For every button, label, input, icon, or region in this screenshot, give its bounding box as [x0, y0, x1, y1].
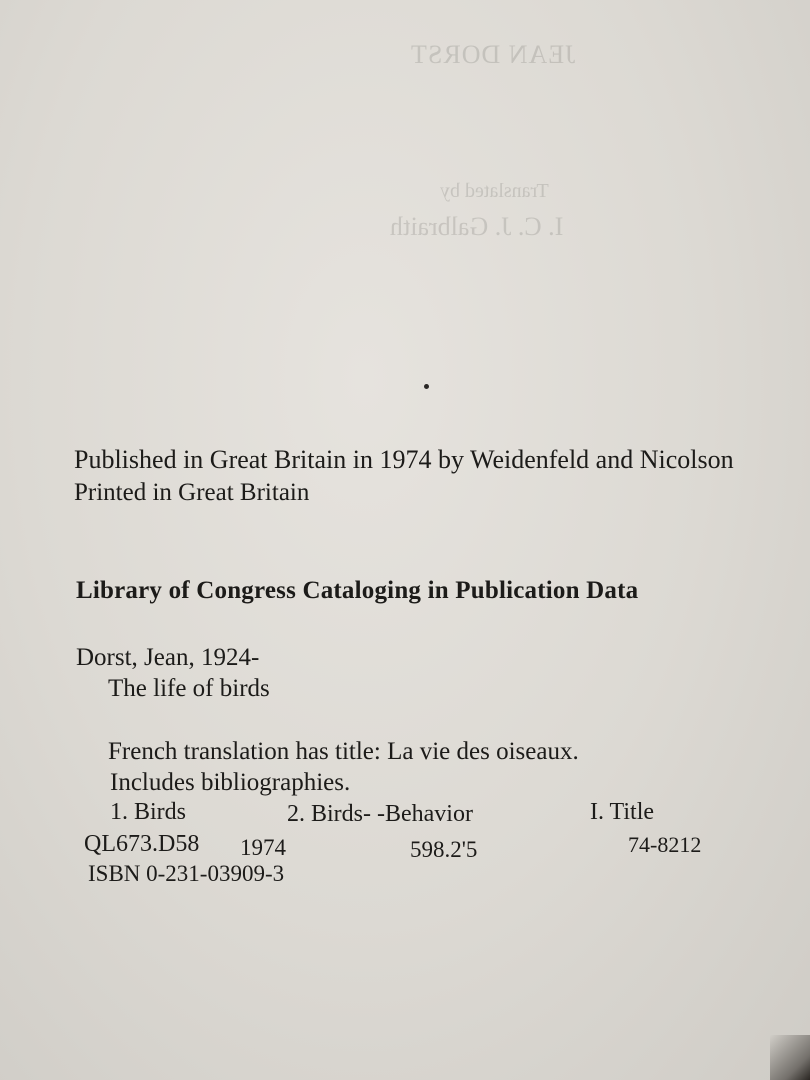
cip-note-bibliographies: Includes bibliographies.	[110, 769, 351, 796]
cip-note-translation: French translation has title: La vie des oiseaux.	[108, 738, 579, 765]
printed-statement: Printed in Great Britain	[74, 479, 310, 506]
cip-subject-1: 1. Birds	[110, 799, 187, 825]
cip-dewey: 598.2'5	[410, 837, 478, 862]
cip-subject-3: I. Title	[590, 799, 655, 825]
page-corner-shadow	[770, 1035, 810, 1080]
cip-lccn: 74-8212	[628, 832, 702, 857]
cip-subject-2: 2. Birds- -Behavior	[287, 801, 473, 827]
cip-title: The life of birds	[108, 675, 270, 702]
cip-isbn: ISBN 0-231-03909-3	[88, 861, 285, 886]
cip-author: Dorst, Jean, 1924-	[76, 644, 260, 671]
printer-dot	[424, 384, 429, 389]
bleed-through-translator: I. C. J. Galbraith	[390, 212, 564, 241]
cip-call-number: QL673.D58	[84, 831, 200, 857]
bleed-through-author: JEAN DORST	[410, 40, 576, 69]
publication-statement: Published in Great Britain in 1974 by Weidenfeld and Nicolson	[74, 445, 734, 474]
cip-year: 1974	[240, 835, 286, 860]
cip-heading: Library of Congress Cataloging in Publication Data	[76, 577, 639, 604]
bleed-through-translated-by: Translated by	[440, 180, 549, 202]
